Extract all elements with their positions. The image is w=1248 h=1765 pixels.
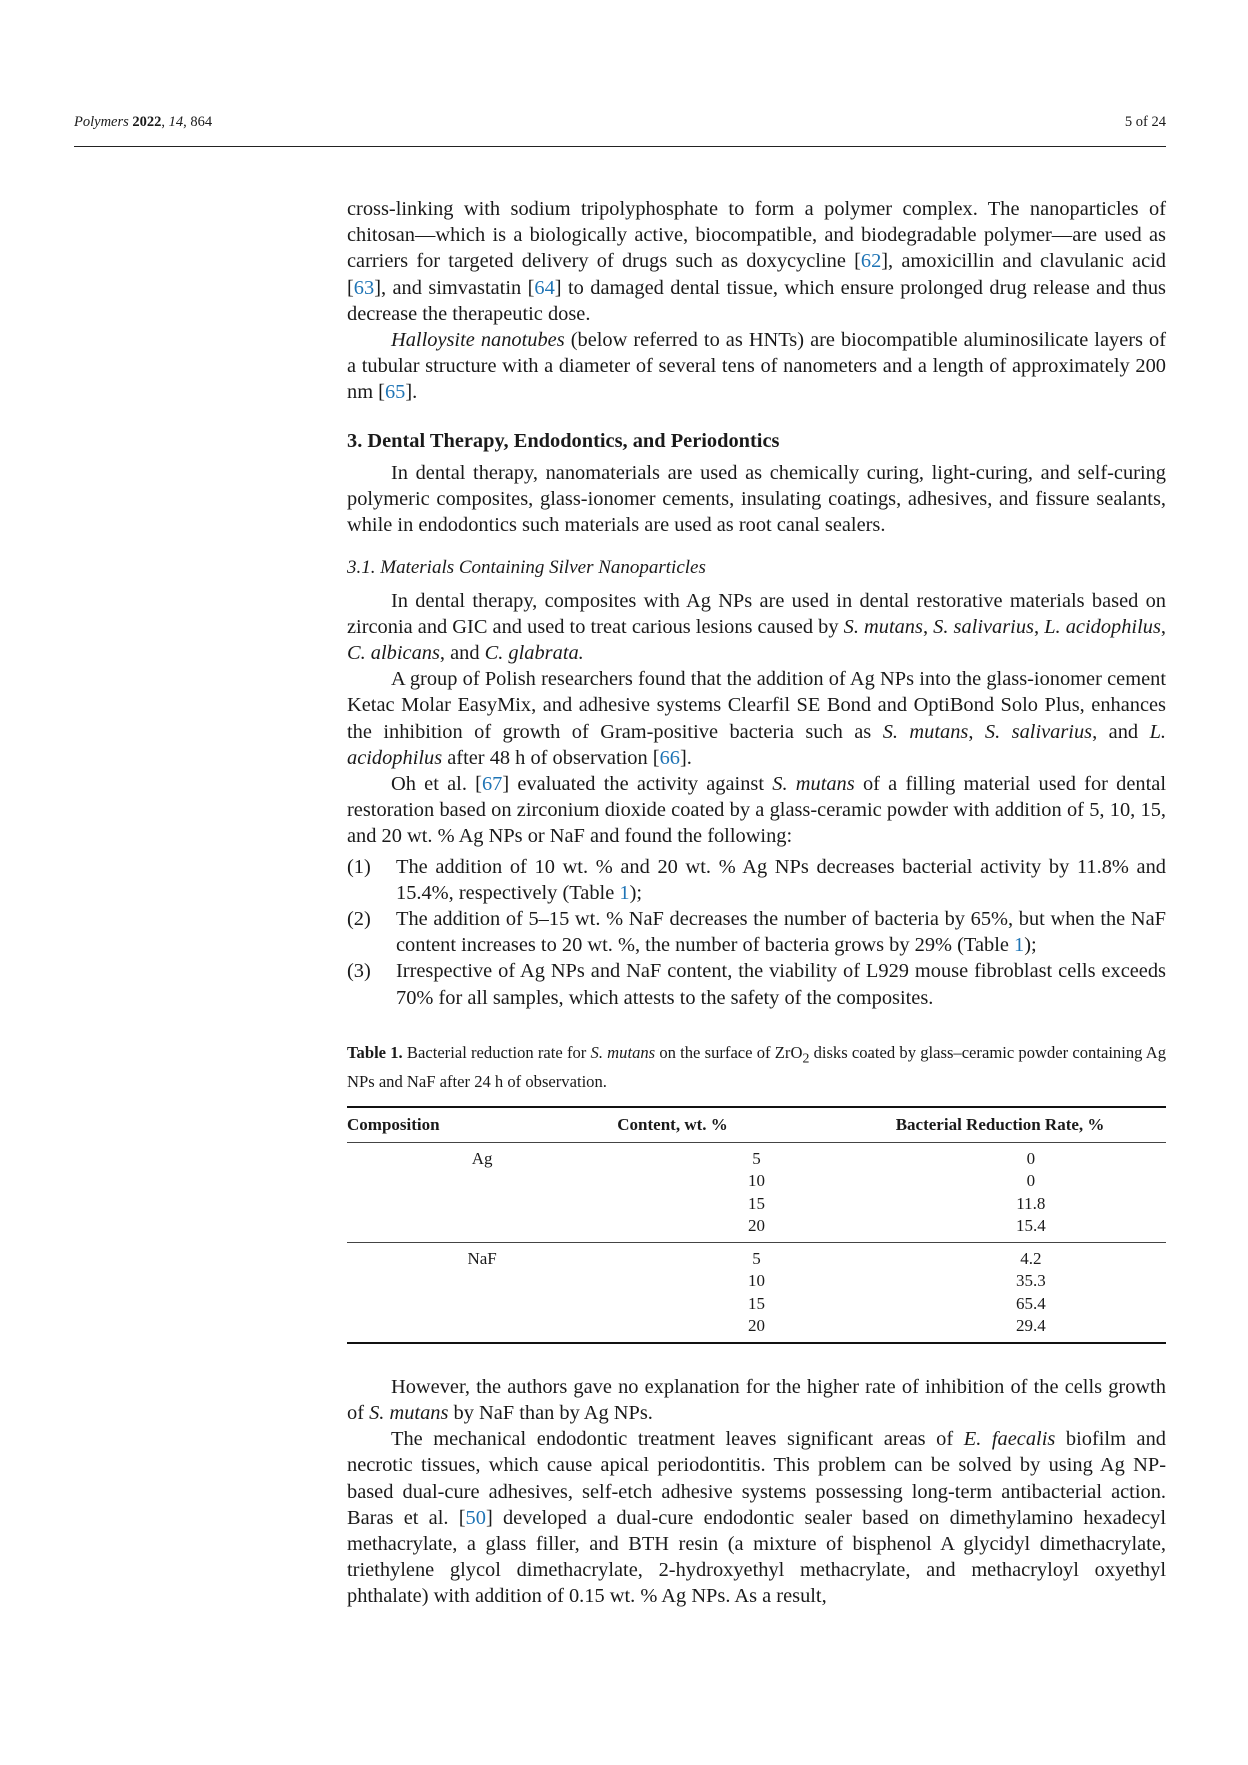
text-run: of a filling material used for dental restoration based on zirconium dioxide coated by a glass-ceramic powder with addition of 5, 10, 15, and 20 wt. % Ag NPs or NaF and found the following: (347, 773, 1166, 848)
journal-name: Polymers (74, 114, 129, 130)
cell-content: 20 (617, 1315, 895, 1343)
text-run: Irrespective of Ag NPs and NaF content, the viability of L929 mouse fibroblast cells exceeds 70% for all samples, which attests to the safety of the composites. (396, 960, 1166, 1009)
species-name: S. salivarius (933, 615, 1034, 638)
paragraph-halloysite (347, 327, 1166, 406)
table-row (347, 1142, 1166, 1170)
paragraph-no-explanation (347, 1374, 1166, 1426)
paragraph-polish-researchers (347, 666, 1166, 771)
list-text (396, 906, 1166, 958)
text-run: , and (1092, 720, 1150, 743)
text-run: disks coated by glass–ceramic powder containing Ag NPs and NaF after 24 h of observation. (347, 1042, 1167, 1092)
subsection-heading: 3.1. Materials Containing Silver Nanoparticles (347, 557, 706, 579)
paragraph-ag-composites (347, 588, 1166, 667)
cell-rate: 15.4 (896, 1215, 1166, 1242)
cell-composition: Ag (471, 1148, 493, 1168)
text-run: ], and simvastatin [ (374, 276, 535, 299)
text-run: , (1033, 615, 1045, 638)
cell-rate: 0 (1026, 1148, 1036, 1168)
table-row (347, 1315, 1166, 1343)
list-number: (2) (347, 908, 371, 931)
text-run: on the surface of ZrO (655, 1042, 803, 1062)
species-name: S. mutans (369, 1401, 449, 1424)
text-run: , (922, 615, 934, 638)
citation-link[interactable]: 64 (534, 276, 555, 299)
citation-link[interactable]: 63 (353, 276, 375, 299)
column-header: Bacterial Reduction Rate, % (896, 1107, 1166, 1142)
page-number: 5 of 24 (1124, 114, 1166, 130)
citation-link[interactable]: 66 (659, 746, 680, 769)
text-run: ] to damaged dental tissue, which ensure prolonged drug release and thus decrease the therapeutic dose. (347, 276, 1166, 325)
species-name: S. mutans (772, 773, 855, 796)
citation-link[interactable]: 67 (481, 773, 503, 796)
findings-list (347, 854, 1166, 1011)
text-run: In dental therapy, composites with Ag NPs are used in dental restorative materials based on zirconia and GIC and used to treat carious lesions caused by (347, 589, 1166, 638)
list-item (347, 906, 1166, 958)
paragraph-chitosan (347, 196, 1166, 327)
table-ref-link[interactable]: 1 (619, 881, 630, 904)
table-row (347, 1242, 1166, 1270)
journal-citation: Polymers 2022, 14, 864 (74, 114, 213, 130)
table-row (347, 1270, 1166, 1293)
column-header: Composition (347, 1107, 617, 1142)
cell-content: 10 (747, 1271, 765, 1291)
text-run: ); (1024, 934, 1037, 957)
list-text (396, 958, 1166, 1010)
text-run: ); (629, 881, 643, 904)
table-ref-link[interactable]: 1 (1014, 934, 1025, 957)
cell-rate: 65.4 (1015, 1293, 1046, 1313)
journal-volume: 14 (168, 114, 184, 130)
text-run: (below referred to as HNTs) are biocompatible aluminosilicate layers of a tubular structure with a diameter of several tens of nanometers and a length of approximately 200 nm [ (347, 329, 1166, 404)
table-bacterial-reduction (347, 1106, 1166, 1344)
text-run: However, the authors gave no explanation for the higher rate of inhibition of the cells growth of (347, 1375, 1166, 1424)
text-run: The mechanical endodontic treatment leaves significant areas of (391, 1428, 964, 1451)
paragraph-oh-et-al (347, 771, 1166, 850)
list-text (396, 854, 1166, 906)
species-name: C. albicans (347, 642, 440, 665)
text-run: ]. (679, 746, 692, 769)
table-row (347, 1293, 1166, 1316)
cell-rate: 0 (1026, 1171, 1036, 1191)
table-row (347, 1193, 1166, 1216)
table-group-ag (347, 1142, 1166, 1242)
table-header-row (347, 1107, 1166, 1142)
text-run: , and (439, 642, 485, 665)
page-header (74, 114, 1166, 131)
text-run: Bacterial reduction rate for (402, 1042, 591, 1062)
text-run: biofilm and necrotic tissues, which cause apical periodontitis. This problem can be solved by using Ag NP-based dual-cure adhesives, self-etch adhesive systems possessing long-term antibacterial action. Baras et al. [ (347, 1428, 1166, 1529)
article-number: 864 (190, 114, 213, 130)
cell-composition (347, 1215, 617, 1242)
species-name: L. acidophilus (347, 720, 1167, 769)
text-run: ] developed a dual-cure endodontic sealer based on dimethylamino hexadecyl methacrylate, a glass filler, and BTH resin (a mixture of bisphenol A glycidyl dimethacrylate, triethylene glycol dimethacrylate, 2-hydroxyethyl methacrylate, and methacryloyl oxyethyl phthalate) with addition of 0.15 wt. % Ag NPs. As a result, (347, 1506, 1166, 1608)
cell-composition: NaF (467, 1248, 497, 1268)
table-group-naf (347, 1242, 1166, 1343)
cell-content: 15 (747, 1193, 765, 1213)
cell-rate: 29.4 (896, 1315, 1166, 1343)
species-name: E. faecalis (963, 1428, 1056, 1451)
subscript: 2 (802, 1050, 810, 1066)
text-run: ] evaluated the activity against (502, 773, 773, 796)
cell-rate: 11.8 (1016, 1193, 1046, 1213)
species-name: C. glabrata. (484, 642, 584, 665)
cell-composition (347, 1270, 617, 1293)
cell-rate: 35.3 (1015, 1271, 1046, 1291)
table-label: Table 1. (347, 1042, 403, 1062)
cell-content: 5 (752, 1148, 761, 1168)
text-run: ]. (405, 381, 418, 404)
main-text (347, 196, 1166, 1610)
list-number: (1) (347, 855, 371, 878)
table-caption (347, 1041, 1166, 1094)
cell-content: 5 (752, 1248, 761, 1268)
text-run: A group of Polish researchers found that the addition of Ag NPs into the glass-ionomer cement Ketac Molar EasyMix, and adhesive systems Clearfil SE Bond and OptiBond Solo Plus, enhances the inhibition of growth of Gram-positive bacteria such as (347, 668, 1166, 743)
citation-link[interactable]: 62 (860, 250, 882, 273)
cell-rate: 4.2 (1020, 1248, 1042, 1268)
species-name: L. acidophilus (1044, 615, 1161, 638)
cell-composition (347, 1170, 617, 1193)
cell-content: 10 (747, 1171, 765, 1191)
citation-link[interactable]: 50 (465, 1506, 486, 1529)
text-run: Oh et al. [ (391, 773, 482, 796)
text-run: The addition of 5–15 wt. % NaF decreases the number of bacteria by 65%, but when the NaF content increases to 20 wt. %, the number of bacteria grows by 29% (Table (396, 908, 1166, 957)
table-row (347, 1170, 1166, 1193)
text-run: , (1160, 615, 1166, 638)
list-item (347, 854, 1166, 906)
term-halloysite: Halloysite nanotubes (391, 329, 565, 352)
journal-year: 2022 (132, 114, 162, 130)
paragraph-dental-therapy: In dental therapy, nanomaterials are used as chemically curing, light-curing, and self-curing polymeric composites, glass-ionomer cements, insulating coatings, adhesives, and fissure sealants, while in endodontics such materials are used as root canal sealers. (347, 461, 1166, 537)
text-run: by NaF than by Ag NPs. (448, 1401, 653, 1424)
cell-composition (347, 1293, 617, 1316)
cell-content: 20 (617, 1215, 895, 1242)
species-name: S. mutans (843, 615, 923, 638)
cell-content: 15 (747, 1293, 765, 1313)
list-item (347, 958, 1166, 1010)
species-name: S. mutans (882, 720, 969, 743)
list-number: (3) (347, 960, 371, 983)
citation-link[interactable]: 65 (384, 381, 406, 404)
cell-composition (347, 1193, 617, 1216)
cell-composition (347, 1315, 617, 1343)
section-heading: 3. Dental Therapy, Endodontics, and Periodontics (347, 429, 780, 452)
species-name: S. salivarius (984, 720, 1093, 743)
paragraph-endodontic-treatment (347, 1426, 1166, 1609)
text-run: cross-linking with sodium tripolyphosphate to form a polymer complex. The nanoparticles of chitosan—which is a biologically active, biocompatible, and biodegradable polymer—are used as carriers for targeted delivery of drugs such as doxycycline [ (347, 198, 1166, 273)
text-run: The addition of 10 wt. % and 20 wt. % Ag NPs decreases bacterial activity by 11.8% and 15.4%, respectively (Table (396, 855, 1166, 904)
table-row (347, 1215, 1166, 1242)
column-header: Content, wt. % (617, 1107, 895, 1142)
text-run: ], amoxicillin and clavulanic acid [ (347, 250, 1166, 299)
text-run: after 48 h of observation [ (442, 746, 660, 769)
text-run: , (968, 720, 985, 743)
species-name: S. mutans (590, 1042, 656, 1062)
header-rule (74, 146, 1166, 147)
